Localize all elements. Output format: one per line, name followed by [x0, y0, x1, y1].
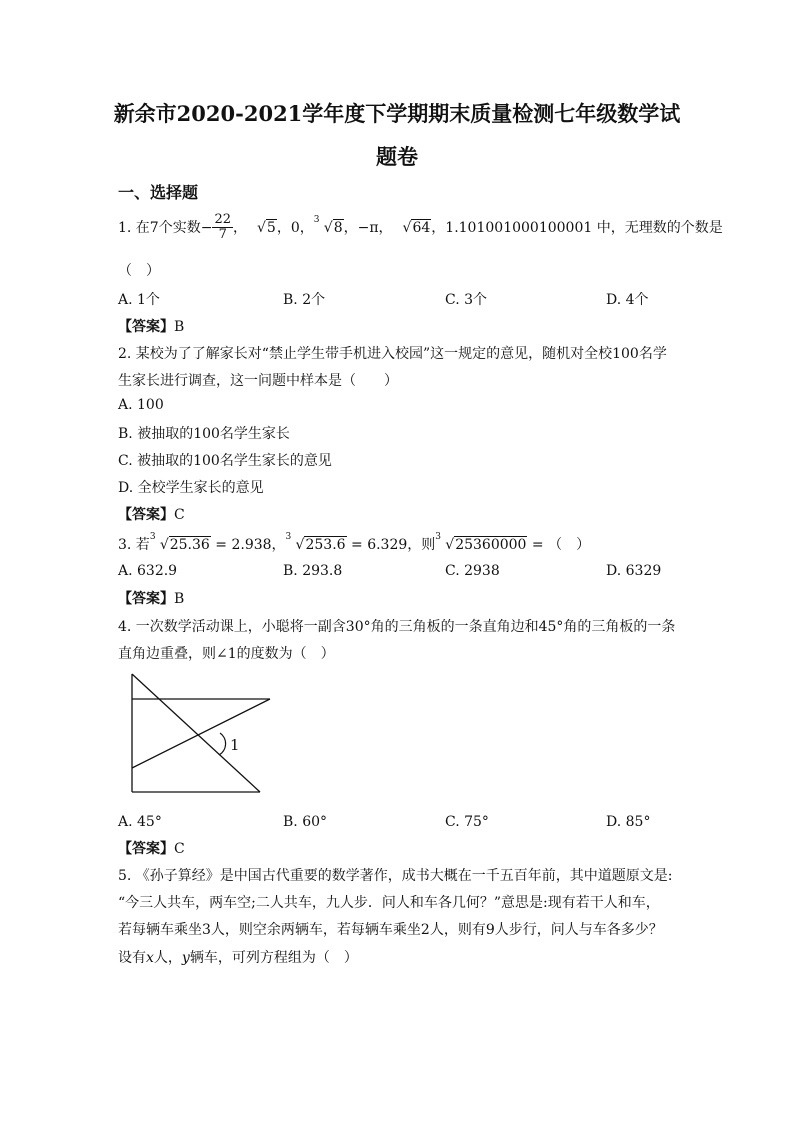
q1-option-b: B. 2个 — [283, 292, 326, 308]
q5-text-c: 辆车，可列方程组为（ ） — [189, 950, 358, 966]
q5-stem-line4 — [118, 947, 358, 967]
q5-stem-line2: “今三人共车，两车空;二人共车，九人步．问人和车各几何？”意思是:现有若干人和车， — [118, 895, 660, 911]
q4-option-a: A. 45° — [118, 814, 162, 830]
q5-var-y: y — [181, 950, 190, 966]
answer-tag: 【答案】 — [118, 591, 174, 607]
q2-stem-line2: 生家长进行调查，这一问题中样本是（ ） — [118, 373, 398, 389]
q5-stem-line1: 5. 《孙子算经》是中国古代重要的数学著作，成书大概在一千五百年前，其中道题原文是: — [118, 868, 673, 884]
q1-sqrt5-radicand: 5 — [266, 219, 276, 236]
q2-stem-line1: 2. 某校为了了解家长对“禁止学生带手机进入校园”这一规定的意见，随机对全校100名学 — [118, 346, 667, 362]
q3-cbrt-2: 3 √253.6 — [285, 532, 346, 553]
q1-prefix: 1. 在7个实数 — [118, 219, 201, 236]
q1-cbrt-index: 3 — [313, 214, 320, 225]
angle-1-label: 1 — [230, 736, 240, 754]
q1-fraction-numerator: 22 — [214, 212, 231, 227]
q4-answer-value: C — [174, 841, 185, 857]
q3-radicand-2: 253.6 — [305, 537, 346, 553]
q2-answer-value: C — [174, 507, 185, 523]
q3-equals-1: = 2.938， — [210, 537, 286, 553]
q3-index-1: 3 — [149, 532, 156, 542]
q1-option-c: C. 3个 — [445, 292, 488, 308]
q3-answer-value: B — [174, 591, 185, 607]
q1-cbrt8-radicand: 8 — [333, 219, 343, 236]
q1-neg-pi: ，−π， — [343, 219, 393, 236]
q1-separator: ， — [233, 219, 247, 236]
q5-var-x: x — [146, 950, 154, 966]
q3-radicand-1: 25.36 — [169, 537, 210, 553]
q1-sqrt5: √5 — [257, 219, 276, 236]
exam-title-line1: 新余市2020-2021学年度下学期期末质量检测七年级数学试 — [113, 101, 681, 126]
q3-option-b: B. 293.8 — [283, 563, 343, 579]
q4-option-d: D. 85° — [606, 814, 651, 830]
q4-stem-line2: 直角边重叠，则∠1的度数为（ ） — [118, 646, 335, 662]
q3-radicand-3: 25360000 — [455, 537, 527, 553]
q2-option-a: A. 100 — [118, 397, 164, 413]
q3-index-2: 3 — [285, 532, 292, 542]
q1-answer-value: B — [174, 319, 185, 335]
q3-equals-2: = 6.329，则 — [346, 537, 436, 553]
figure-45-hypotenuse — [132, 674, 260, 792]
q1-zero: ，0， — [276, 219, 314, 236]
q4-answer — [118, 838, 185, 858]
q1-suffix: ，1.101001000100001 中，无理数的个数是 — [431, 219, 723, 236]
q2-option-b: B. 被抽取的100名学生家长 — [118, 426, 290, 442]
answer-tag: 【答案】 — [118, 841, 174, 857]
figure-30-hypotenuse — [132, 699, 270, 768]
q4-option-b: B. 60° — [283, 814, 328, 830]
q1-cbrt8: 3 √8 — [313, 214, 343, 236]
q1-sqrt64-radicand: 64 — [412, 219, 431, 236]
exam-title-line2: 题卷 — [376, 144, 418, 169]
q3-index-3: 3 — [435, 532, 442, 542]
q1-minus: − — [200, 219, 213, 236]
q3-equals-3: = （ ） — [527, 537, 591, 553]
q5-text-a: 设有 — [118, 950, 146, 966]
q1-sqrt64: √64 — [402, 219, 431, 236]
q3-option-c: C. 2938 — [445, 563, 500, 579]
angle-1-arc — [219, 733, 226, 755]
q5-stem-line3: 若每辆车乘坐3人，则空余两辆车，若每辆车乘坐2人，则有9人步行，问人与车各多少？ — [118, 922, 663, 938]
q3-option-a: A. 632.9 — [118, 563, 178, 579]
q2-option-d: D. 全校学生家长的意见 — [118, 480, 264, 496]
q4-option-c: C. 75° — [445, 814, 489, 830]
q2-option-c: C. 被抽取的100名学生家长的意见 — [118, 453, 332, 469]
q5-text-b: 人， — [153, 950, 182, 966]
q3-prefix: 3. 若 — [118, 537, 150, 553]
q1-paren: （ ） — [118, 263, 160, 279]
q3-cbrt-3: 3 √25360000 — [435, 532, 527, 553]
answer-tag: 【答案】 — [118, 319, 174, 335]
q3-cbrt-1: 3 √25.36 — [149, 532, 210, 553]
q1-fraction-denominator: 7 — [218, 227, 227, 243]
q1-option-d: D. 4个 — [606, 292, 649, 308]
q3-option-d: D. 6329 — [606, 563, 662, 579]
section-heading: 一、选择题 — [118, 183, 199, 202]
q4-stem-line1: 4. 一次数学活动课上，小聪将一副含30°角的三角板的一条直角边和45°角的三角板的一条 — [118, 619, 676, 635]
q1-option-a: A. 1个 — [118, 292, 160, 308]
answer-tag: 【答案】 — [118, 507, 174, 523]
